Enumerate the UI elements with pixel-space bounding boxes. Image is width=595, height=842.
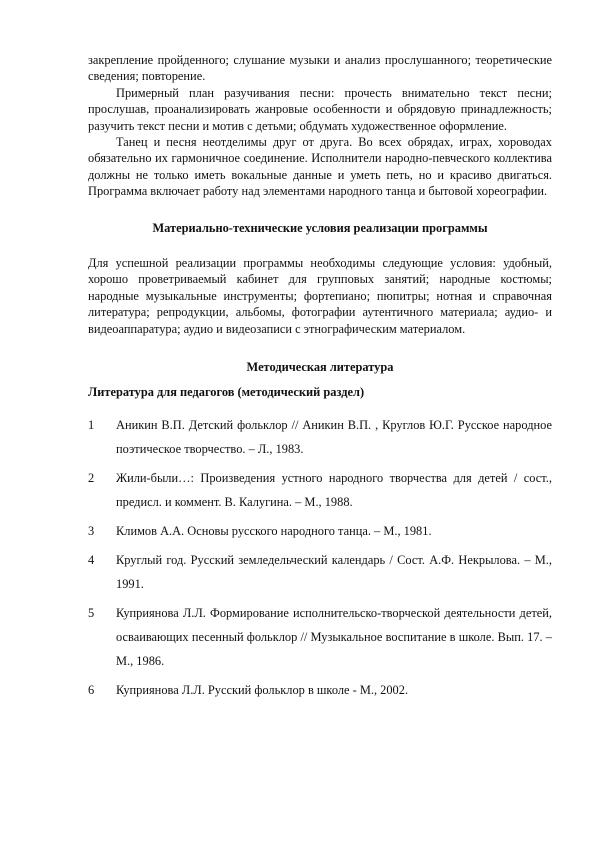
reference-item xyxy=(88,413,552,461)
reference-item xyxy=(88,548,552,596)
subheading-teacher-literature: Литература для педагогов (методический раздел) xyxy=(88,384,365,399)
reference-item xyxy=(88,678,552,702)
heading-material-conditions: Материально-технические условия реализации программы xyxy=(152,220,488,235)
reference-item xyxy=(88,466,552,514)
reference-number: 2 xyxy=(88,470,95,485)
reference-number: 4 xyxy=(88,552,95,567)
reference-number: 5 xyxy=(88,605,95,620)
reference-text: Куприянова Л.Л. Русский фольклор в школе - М., 2002. xyxy=(116,682,409,697)
heading-methodical-literature: Методическая литература xyxy=(246,360,394,375)
reference-number: 1 xyxy=(88,417,95,432)
paragraph-review: закрепление пройденного; слушание музыки и анализ прослушанного; теоретические сведения; повторение. xyxy=(88,53,552,84)
paragraph-material-conditions: Для успешной реализации программы необходимы следующие условия: удобный, хорошо проветриваемый кабинет для групповых занятий; народные костюмы; народные музыкальные инструменты; фортепиано; пюпитры; нотная и справочная литература; репродукции, альбомы, фотографии аутентичного материала; аудио- и видеоаппаратура; аудио и видеозаписи с этнографическим материалом. xyxy=(88,256,552,336)
reference-text: Аникин В.П. Детский фольклор // Аникин В.П. , Круглов Ю.Г. Русское народное поэтическое творчество. – Л., 1983. xyxy=(116,417,552,456)
reference-list xyxy=(88,413,552,702)
reference-item xyxy=(88,519,552,543)
paragraph-song-plan: Примерный план разучивания песни: прочесть внимательно текст песни; прослушав, проанализировать жанровые особенности и обрядовую принадлежность; разучить текст песни и мотив с детьми; обдумать художественное оформление. xyxy=(88,85,552,133)
reference-text: Жили-были…: Произведения устного народного творчества для детей / сост., предисл. и коммент. В. Калугина. – М., 1988. xyxy=(116,470,552,509)
reference-text: Круглый год. Русский земледельческий календарь / Сост. А.Ф. Некрылова. – М., 1991. xyxy=(116,552,552,591)
reference-item xyxy=(88,601,552,673)
reference-number: 6 xyxy=(88,682,95,697)
reference-number: 3 xyxy=(88,523,95,538)
reference-text: Климов А.А. Основы русского народного танца. – М., 1981. xyxy=(116,523,432,538)
reference-text: Куприянова Л.Л. Формирование исполнительско-творческой деятельности детей, осваивающих песенный фольклор // Музыкальное воспитание в школе. Вып. 17. – М., 1986. xyxy=(116,605,552,668)
paragraph-dance: Танец и песня неотделимы друг от друга. Во всех обрядах, играх, хороводах обязательно их гармоничное соединение. Исполнители народно-певческого коллектива должны не только иметь вокальные данные и уметь петь, но и красиво двигаться. Программа включает работу над элементами народного танца и бытовой хореографии. xyxy=(88,135,552,199)
document-page xyxy=(88,52,552,702)
